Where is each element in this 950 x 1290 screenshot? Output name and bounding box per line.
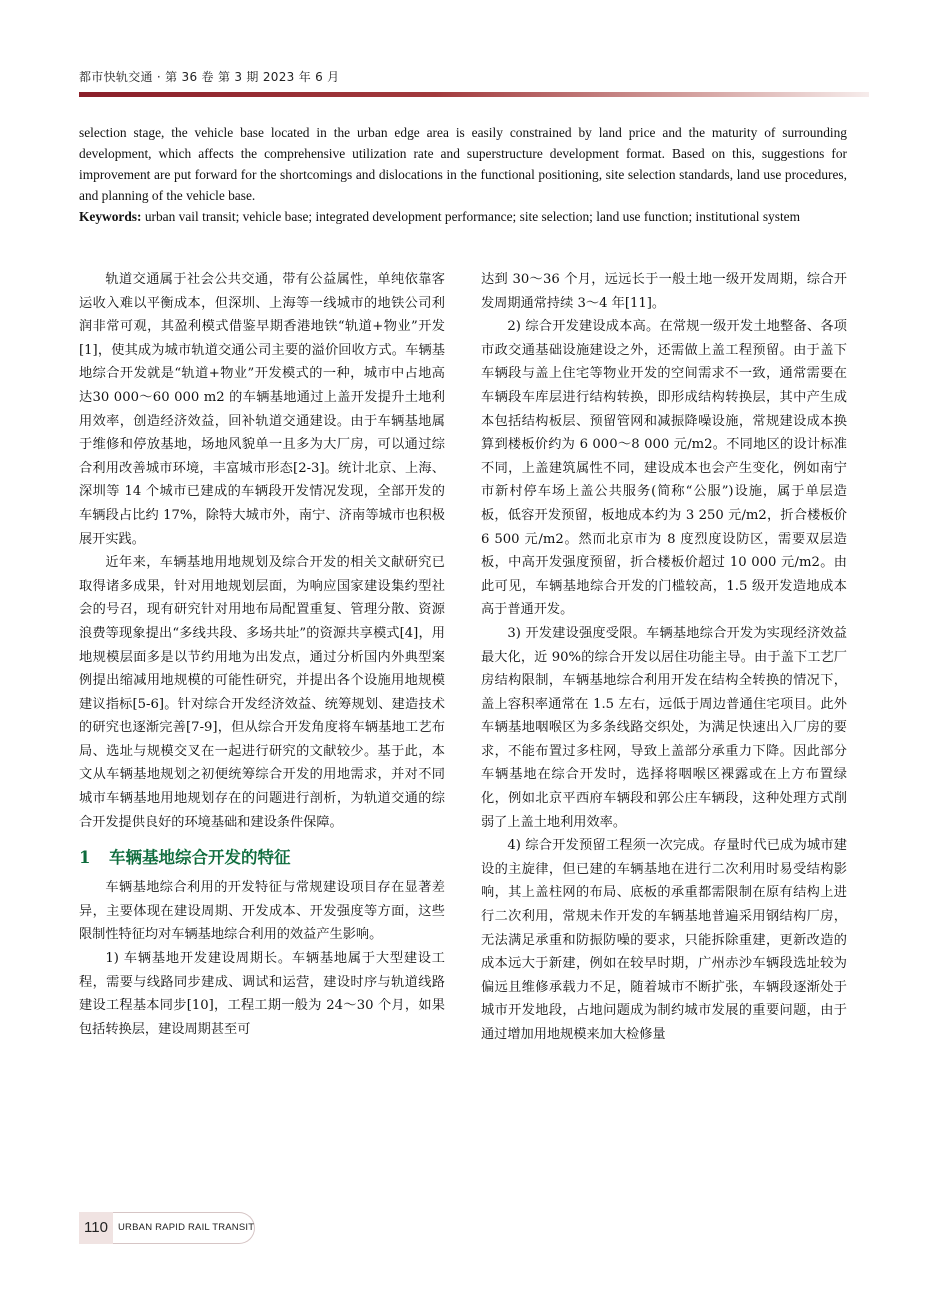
paragraph: 近年来，车辆基地用地规划及综合开发的相关文献研究已取得诸多成果，针对用地规划层面，为响应国家建设集约型社会的号召，现有研究针对用地布局配置重复、管理分散、资源浪费等现象提出“多线共段、多场共址”的资源共享模式[4]，用地规模层面多是以节约用地为出发点，通过分析国内外典型案例提出缩减用地规模的可能性研究，并提出各个设施用地规模建议指标[5-6]。针对综合开发经济效益、统筹规划、建造技术的研究也逐渐完善[7-9]，但从综合开发角度将车辆基地工艺布局、选址与规模交叉在一起进行研究的文献较少。基于此，本文从车辆基地规划之初便统筹综合开发的用地需求，并对不同城市车辆基地用地规划存在的问题进行剖析，为轨道交通的综合开发提供良好的环境基础和建设条件保障。 — [79, 555, 445, 830]
section-number: 1 — [79, 848, 91, 868]
english-abstract — [79, 122, 847, 227]
paragraph: 1) 车辆基地开发建设周期长。车辆基地属于大型建设工程，需要与线路同步建成、调试和运营，建设时序与轨道线路建设工程基本同步[10]，工程工期一般为 24～30 个月，如果包括转换层，建设周期甚至可 — [79, 951, 445, 1037]
right-column — [481, 268, 847, 1047]
paragraph: 达到 30～36 个月，远远长于一般土地一级开发周期，综合开发周期通常持续 3～4 年[11]。 — [481, 272, 847, 311]
paragraph: 轨道交通属于社会公共交通，带有公益属性，单纯依靠客运收入难以平衡成本，但深圳、上海等一线城市的地铁公司利润非常可观，其盈利模式借鉴早期香港地铁“轨道+物业”开发[1]，使其成为城市轨道交通公司主要的溢价回收方式。车辆基地综合开发就是“轨道+物业”开发模式的一种，城市中占地高达30 000～60 000 m2 的车辆基地通过上盖开发提升土地利用效率，创造经济效益，回补轨道交通建设。由于车辆基地属于维修和停放基地，场地风貌单一且多为大厂房，可以通过综合利用改善城市环境，丰富城市形态[2-3]。统计北京、上海、深圳等 14 个城市已建成的车辆段开发情况发现，全部开发的车辆段占比约 17%，除特大城市外，南宁、济南等城市也积极展开实践。 — [79, 272, 445, 547]
keywords-line — [79, 206, 847, 227]
keywords-text: urban vail transit; vehicle base; integrated development performance; site selection; land use function; institutional system — [141, 209, 801, 224]
paragraph: 4) 综合开发预留工程须一次完成。存量时代已成为城市建设的主旋律，但已建的车辆基地在进行二次利用时易受结构影响，其上盖柱网的布局、底板的承重都需限制在原有结构上进行二次利用，常规未作开发的车辆基地普遍采用钢结构厂房，无法满足承重和防振防噪的要求，只能拆除重建，更新改造的成本远大于新建，例如在较早时期，广州赤沙车辆段选址较为偏远且维修承载力不足，随着城市不断扩张，车辆段逐渐处于城市开发地段，占地问题成为制约城市发展的重要问题，由于通过增加用地规模来加大检修量 — [481, 838, 847, 1042]
running-head: 都市快轨交通 · 第 36 卷 第 3 期 2023 年 6 月 — [79, 70, 340, 84]
abstract-text: selection stage, the vehicle base located in the urban edge area is easily constrained by land price and the maturity of surrounding development, which affects the comprehensive utilization rate and superstructure development format. Based on this, suggestions for improvement are put forward for the shortcomings and dislocations in the functional positioning, site selection standards, land use procedures, and planning of the vehicle base. — [79, 125, 847, 203]
section-heading — [79, 846, 445, 870]
paragraph: 车辆基地综合利用的开发特征与常规建设项目存在显著差异，主要体现在建设周期、开发成本、开发强度等方面，这些限制性特征均对车辆基地综合利用的效益产生影响。 — [79, 880, 445, 943]
keywords-label: Keywords: — [79, 209, 142, 224]
paragraph: 3) 开发建设强度受限。车辆基地综合开发为实现经济效益最大化，近 90%的综合开发以居住功能主导。由于盖下工艺厂房结构限制，车辆基地综合利用开发在结构全转换的情况下，盖上容积率通常在 1.5 左右，远低于周边普通住宅项目。此外车辆基地咽喉区为多条线路交织处，为满足快速出入厂房的要求，不能布置过多柱网，导致上盖部分承重力下降。因此部分车辆基地在综合开发时，选择将咽喉区裸露或在上方布置绿化，例如北京平西府车辆段和郭公庄车辆段，这种处理方式削弱了上盖土地利用效率。 — [481, 625, 847, 830]
page-number: 110 — [79, 1212, 113, 1244]
header-rule — [79, 92, 869, 97]
section-title: 车辆基地综合开发的特征 — [109, 848, 291, 868]
footer-journal-name: URBAN RAPID RAIL TRANSIT — [118, 1222, 255, 1233]
paragraph: 2) 综合开发建设成本高。在常规一级开发土地整备、各项市政交通基础设施建设之外，还需做上盖工程预留。由于盖下车辆段与盖上住宅等物业开发的空间需求不一致，通常需要在车辆段车库层进行结构转换，即形成结构转换层，其中产生成本包括结构板层、预留管网和减振降噪设施，常规建设成本换算到楼板价约为 6 000～8 000 元/m2。不同地区的设计标准不同，上盖建筑属性不同，建设成本也会产生变化，例如南宁市新村停车场上盖公共服务(简称“公服”)设施，属于单层造板，低容开发预留，板地成本约为 3 250 元/m2，折合楼板价 6 500 元/m2。然而北京市为 8 度烈度设防区，需要双层造板，中高开发强度预留，折合楼板价超过 10 000 元/m2。由此可见，车辆基地综合开发的门槛较高，1.5 级开发造地成本高于普通开发。 — [481, 319, 847, 618]
left-column — [79, 268, 445, 1041]
